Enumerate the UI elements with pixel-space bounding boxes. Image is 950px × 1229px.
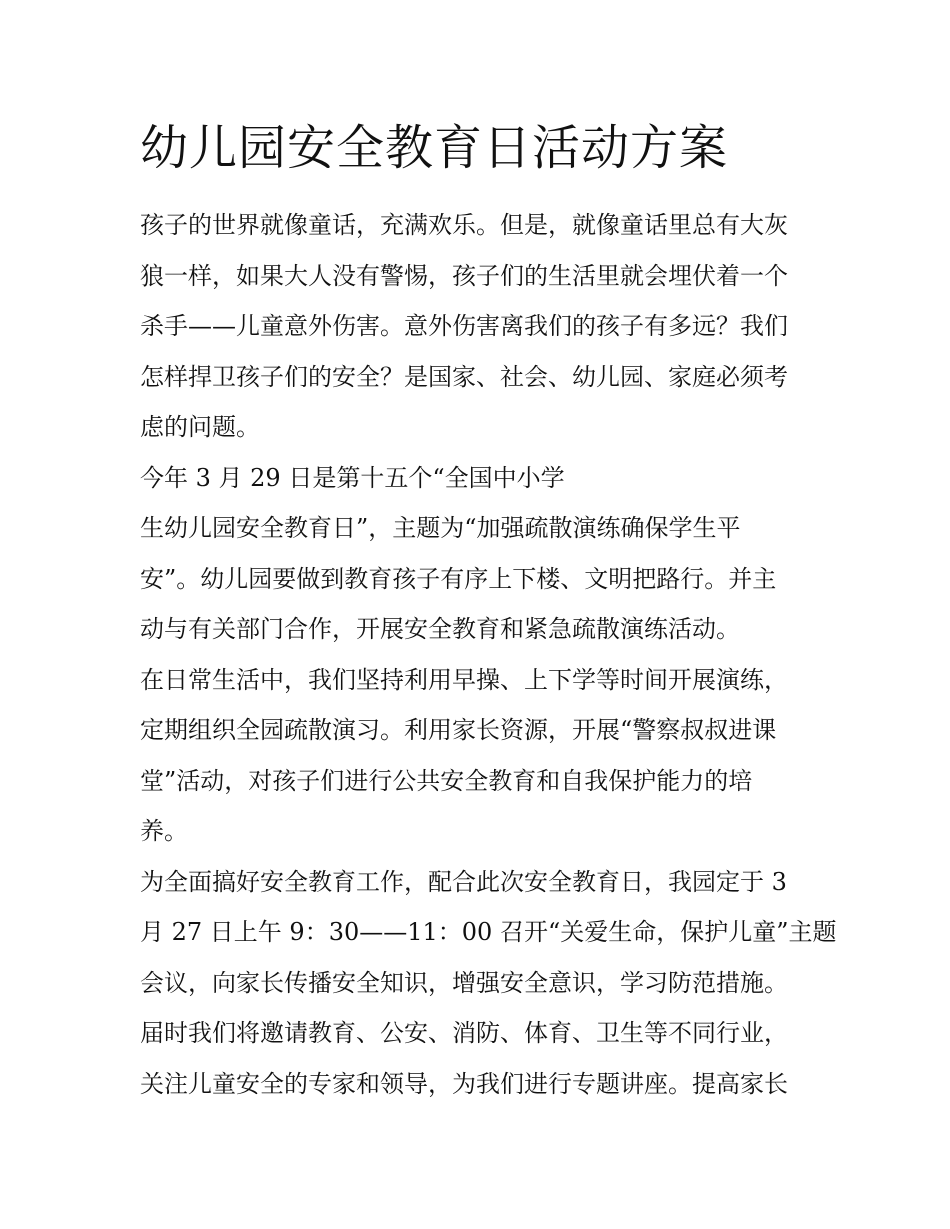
- body-line: 动与有关部门合作，开展安全教育和紧急疏散演练活动。: [140, 615, 740, 643]
- document-body: [140, 200, 837, 1109]
- body-line: 定期组织全园疏散演习。利用家长资源，开展“警察叔叔进课: [140, 716, 777, 744]
- body-line: 养。: [140, 817, 188, 845]
- body-line: 今年 3 月 29 日是第十五个“全国中小学: [140, 463, 565, 492]
- body-line: 月 27 日上午 9：30——11：00 召开“关爱生命，保护儿童”主题: [140, 918, 837, 946]
- body-line: 怎样捍卫孩子们的安全？是国家、社会、幼儿园、家庭必须考: [140, 362, 788, 391]
- body-line: 杀手——儿童意外伤害。意外伤害离我们的孩子有多远？我们: [140, 312, 788, 340]
- document-title: 幼儿园安全教育日活动方案: [140, 120, 729, 176]
- body-line: 堂”活动，对孩子们进行公共安全教育和自我保护能力的培: [140, 766, 753, 795]
- body-line: 在日常生活中，我们坚持利用早操、上下学等时间开展演练，: [140, 665, 788, 694]
- body-line: 生幼儿园安全教育日”，主题为“加强疏散演练确保学生平: [140, 514, 741, 542]
- body-line: 为全面搞好安全教育工作，配合此次安全教育日，我园定于 3: [140, 867, 787, 896]
- body-line: 狼一样，如果大人没有警惕，孩子们的生活里就会埋伏着一个: [140, 261, 788, 290]
- body-line: 虑的问题。: [140, 413, 260, 441]
- body-line: 会议，向家长传播安全知识，增强安全意识，学习防范措施。: [140, 968, 788, 997]
- body-line: 孩子的世界就像童话，充满欢乐。但是，就像童话里总有大灰: [140, 211, 788, 239]
- body-line: 届时我们将邀请教育、公安、消防、体育、卫生等不同行业，: [140, 1019, 788, 1047]
- body-line: 安”。幼儿园要做到教育孩子有序上下楼、文明把路行。并主: [140, 564, 777, 593]
- body-line: 关注儿童安全的专家和领导，为我们进行专题讲座。提高家长: [140, 1069, 788, 1098]
- document-page: [140, 112, 837, 1109]
